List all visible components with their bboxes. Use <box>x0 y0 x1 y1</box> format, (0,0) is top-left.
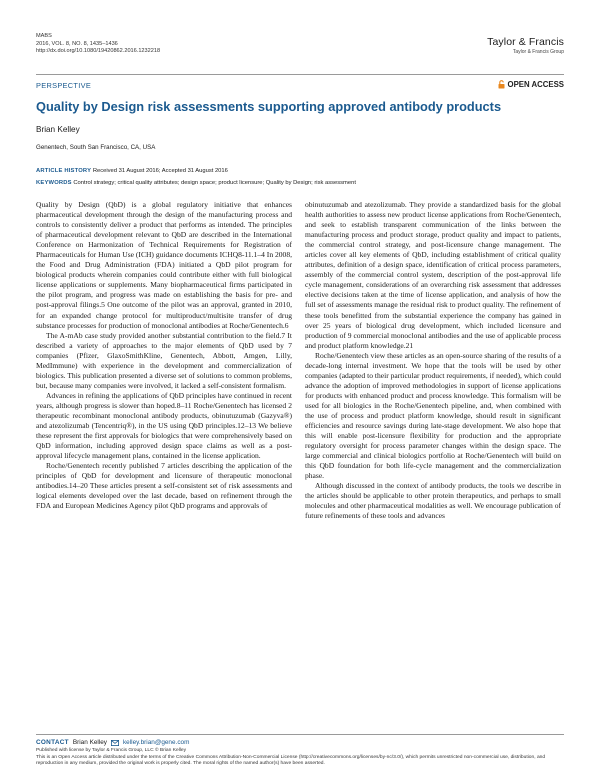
publisher-logo-text: Taylor & Francis <box>487 36 564 48</box>
body-column-right <box>305 200 561 754</box>
history-dates: Received 31 August 2016; Accepted 31 August 2016 <box>92 168 228 174</box>
paragraph: Although discussed in the context of antibody products, the tools we describe in the articles should be applicable to other protein therapeutics, and perhaps to small molecules and other pharmaceutical modalities as well. We encourage publication of future refinements of these tools and advances <box>305 481 561 521</box>
paragraph: Quality by Design (QbD) is a global regulatory initiative that enhances pharmaceutical development through the design of the manufacturing process and controls to consistently deliver a product that performs as intended. The principles of pharmaceutical development relevant to QbD are described in the International Conference on Harmonization of Technical Requirements for Registration of Pharmaceuticals for Human Use (ICH) guidance documents ICHQ8-11.1–4 In 2008, the Food and Drug Administration (FDA) initiated a QbD pilot program for biological products wherein companies could contribute either with full biological license applications or supplements. Many biopharmaceutical firms participated in the pilot program, and progress was made on establishing the basis for pre- and post-approval filings.5 One outcome of the pilot was an approval, granted in 2010, for an expanded change protocol for multiproduct/multisite transfer of drug substance processes for production of monoclonal antibodies at Roche/Genentech.6 <box>36 200 292 330</box>
publisher-logo <box>487 36 564 55</box>
author-name: Brian Kelley <box>36 125 80 134</box>
header-divider <box>36 74 564 75</box>
journal-name: MABS <box>36 33 52 39</box>
email-icon <box>111 740 119 746</box>
open-access-badge <box>498 80 564 89</box>
article-history <box>36 168 228 174</box>
contact-label: CONTACT <box>36 739 69 746</box>
paragraph: Roche/Genentech recently published 7 articles describing the application of the principles of QbD for development and licensure of therapeutic monoclonal antibodies.14–20 These articles present a self-consistent set of risk assessments and logical elements developed over the last decade, based on refinement through the FDA and European Medicines Agency pilot QbD programs and approvals of <box>36 461 292 511</box>
article-title: Quality by Design risk assessments supporting approved antibody products <box>36 99 502 114</box>
contact-name: Brian Kelley <box>72 739 107 746</box>
license-notice <box>36 748 564 768</box>
keywords-label: KEYWORDS <box>36 180 72 186</box>
paragraph: Roche/Genentech view these articles as an open-source sharing of the results of a decade-long internal investment. We hope that the tools will be used by other companies (adapted to their particular product requirements, if needed), which could advance the adoption of improved methodologies in support of license applications for products with enhanced product and process knowledge. This formalism will be used for all biologics in the Roche/Genentech pipeline, and, when combined with the use of process and product platform knowledge, should result in significant efficiencies and resource savings during late-stage development. We also hope that this will enable post-licensure flexibility for production and the appropriate regulatory oversight for process parameter changes within the design space. The large commercial and clinical biologics portfolio at Roche/Genentech will build on this QbD foundation for both life-cycle management and the commercialization phase. <box>305 350 561 481</box>
volume-line: 2016, VOL. 8, NO. 8, 1435–1436 <box>36 40 118 47</box>
history-label: ARTICLE HISTORY <box>36 168 92 174</box>
license-line: Published with license by Taylor & Francis Group, LLC © Brian Kelley <box>36 748 187 753</box>
body-column-left <box>36 200 292 754</box>
keywords-list: Control strategy; critical quality attributes; design space; product licensure; Quality by Design; risk assessment <box>73 180 356 186</box>
open-lock-icon <box>498 80 505 89</box>
open-access-label: OPEN ACCESS <box>507 80 564 89</box>
contact-email[interactable]: kelley.brian@gene.com <box>122 739 190 746</box>
journal-meta <box>36 33 160 56</box>
keywords <box>36 180 356 186</box>
publisher-group-text: Taylor & Francis Group <box>512 49 564 55</box>
author-affiliation: Genentech, South San Francisco, CA, USA <box>36 144 156 151</box>
paragraph: The A-mAb case study provided another substantial contribution to the field.7 It described a variety of approaches to the major elements of QbD used by 7 companies (Pfizer, GlaxoSmithKline, Genentech, Abbott, Amgen, Lilly, MedImmune) with experience in the development and commercialization of biologics. This publication presented a diverse set of solutions to common problems, but, because many companies were involved, it lacked a self-consistent formalism. <box>36 330 292 390</box>
section-label: PERSPECTIVE <box>36 81 92 90</box>
paragraph: obinutuzumab and atezolizumab. They provide a standardized basis for the global health authorities to assess new product license applications from Roche/Genentech, and seek to establish transparent communication of the links between the manufacturing process and product storage, product quality and impact to patients, the commercial control strategy, and post-licensure change management. The articles cover all key elements of QbD, including establishment of critical quality attributes, definition of a design space, identification of critical process parameters, assembly of the commercial control system, description of the post-approval life cycle management, considerations of an overarching risk assessment that addresses elective decisions taken at the time of license application, and analysis of how the full set of assessments manage the residual risk to product quality. The refinement of these tools benefitted from the substantial experience the company has gained in over 25 years of biological drug development, which included licensure and production of 9 commercial monoclonal antibodies and the use of applicable process and product platform knowledge.21 <box>305 200 561 350</box>
doi-link[interactable]: http://dx.doi.org/10.1080/19420862.2016.1232218 <box>36 48 161 55</box>
footer-divider <box>36 734 564 735</box>
paragraph: Advances in refining the applications of QbD principles have continued in recent years, although progress is slower than hoped.8–11 Roche/Genentech has licensed 2 therapeutic recombinant monoclonal antibody products, obinutuzumab (Gazyva®) and atezolizumab (Tencentriq®), in the US using QbD principles.12–13 We believe these represent the first approvals for biologics that were comprehensively based on QbD information, including approved design space claims as well as a post-approval lifecycle management plans, contained in the license application. <box>36 390 292 461</box>
open-access-notice: This is an Open Access article distributed under the terms of the Creative Commons Attribution-Non-Commercial License (http://creativecommons.org/licenses/by-nc/3.0/), which permits unrestricted non-commercial use, distribution, and reproduction in any medium, provided the original work is properly cited. The moral rights of the named author(s) have been asserted. <box>36 754 546 767</box>
contact-line <box>36 739 189 746</box>
